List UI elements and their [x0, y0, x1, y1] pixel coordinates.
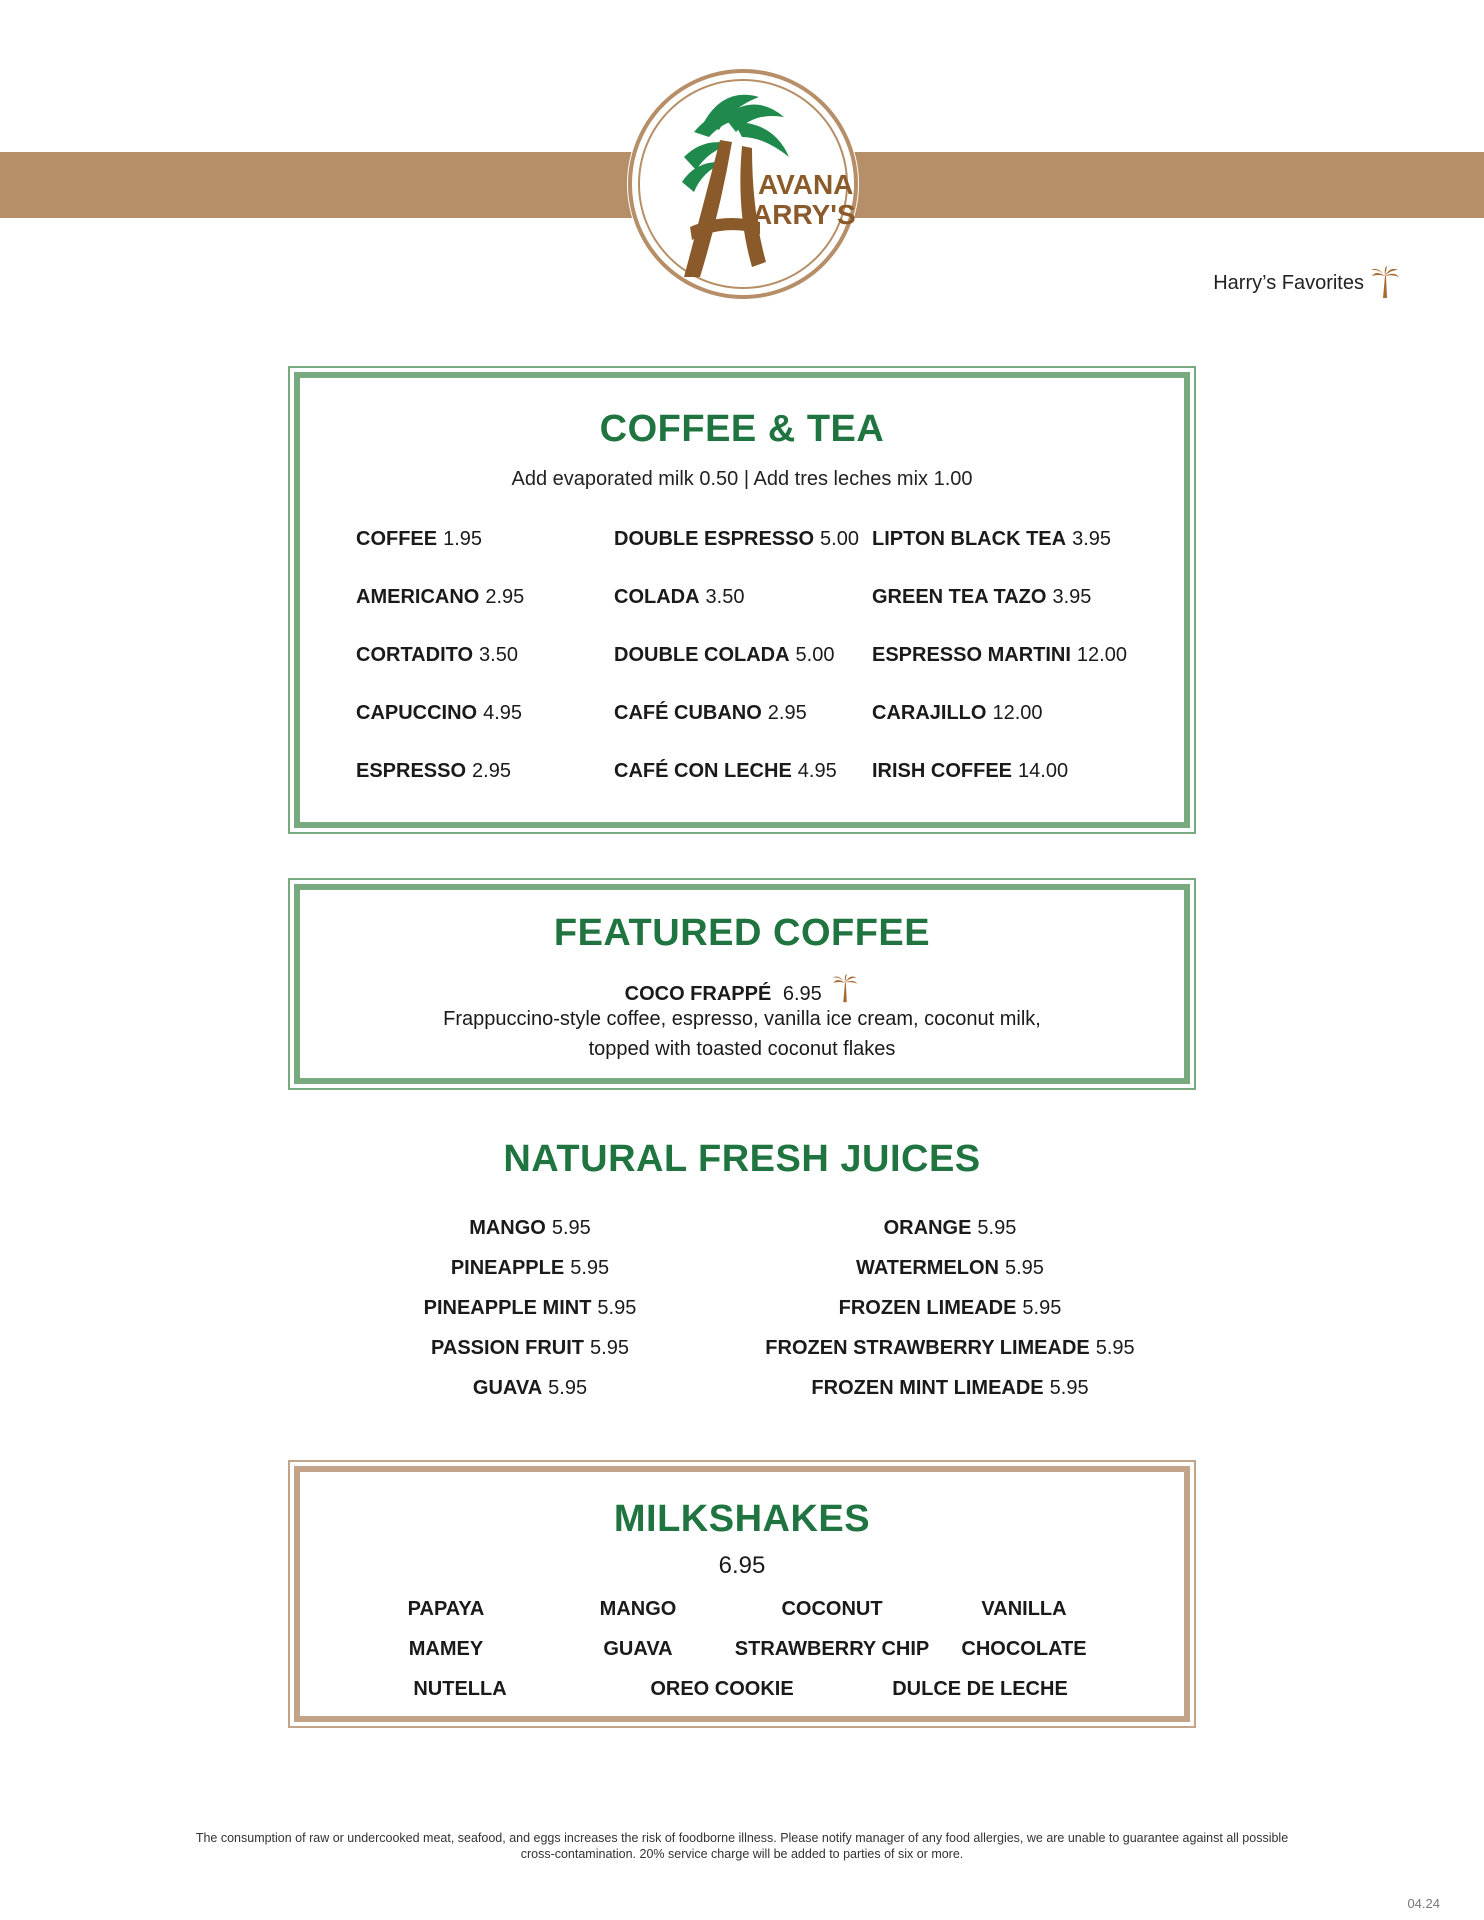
logo-text-line1: AVANA: [758, 169, 854, 200]
milkshake-flavor: PAPAYA: [407, 1598, 485, 1620]
menu-item: COFFEE 1.95: [356, 528, 483, 550]
coffee-items-grid: [356, 528, 1156, 782]
menu-item: LIPTON BLACK TEA 3.95: [872, 528, 1112, 550]
featured-item: [300, 974, 1184, 1006]
disclaimer-line2: cross-contamination. 20% service charge will be added to parties of six or more.: [520, 1847, 964, 1861]
harrys-favorites-legend: [1213, 266, 1400, 300]
logo-text-line2: ARRY'S: [752, 199, 856, 230]
juice-item: FROZEN MINT LIMEADE 5.95: [811, 1377, 1089, 1399]
menu-item: IRISH COFFEE 14.00: [872, 760, 1069, 782]
juice-item: FROZEN LIMEADE 5.95: [838, 1297, 1062, 1319]
juice-item: PINEAPPLE MINT 5.95: [423, 1297, 637, 1319]
milkshake-flavor: STRAWBERRY CHIP: [734, 1638, 930, 1660]
milkshake-flavor: GUAVA: [603, 1638, 673, 1660]
food-safety-disclaimer: [140, 1830, 1344, 1862]
milkshake-flavor: MAMEY: [408, 1638, 484, 1660]
menu-item: DOUBLE ESPRESSO 5.00: [614, 528, 859, 550]
milkshake-flavor: MANGO: [599, 1598, 677, 1620]
menu-item: ESPRESSO 2.95: [356, 760, 511, 782]
milkshake-flavor: DULCE DE LECHE: [892, 1678, 1068, 1700]
milkshake-flavor: COCONUT: [781, 1598, 883, 1620]
menu-version-code: 04.24: [1407, 1896, 1440, 1911]
palm-tree-icon: [1370, 266, 1400, 300]
featured-item-price: 6.95: [782, 983, 822, 1005]
juice-item: ORANGE 5.95: [883, 1217, 1017, 1239]
milkshake-flavor: VANILLA: [981, 1598, 1067, 1620]
havana-harrys-logo: [624, 62, 862, 306]
disclaimer-line1: The consumption of raw or undercooked meat, seafood, and eggs increases the risk of foodborne illness. Please notify manager of any food allergies, we are unable to guarantee against all possible: [195, 1831, 1289, 1845]
featured-desc-line2: topped with toasted coconut flakes: [588, 1038, 896, 1060]
menu-item: CORTADITO 3.50: [356, 644, 518, 666]
menu-item: CAFÉ CON LECHE 4.95: [614, 760, 837, 782]
juices-title: NATURAL FRESH JUICES: [503, 1138, 981, 1180]
juices-right-column: [740, 1208, 1160, 1408]
featured-coffee-section: [288, 878, 1196, 1090]
menu-item: GREEN TEA TAZO 3.95: [872, 586, 1092, 608]
coffee-addons: Add evaporated milk 0.50 | Add tres leches mix 1.00: [511, 468, 973, 490]
menu-item: CARAJILLO 12.00: [872, 702, 1043, 724]
juice-item: GUAVA 5.95: [472, 1377, 588, 1399]
milkshakes-title: MILKSHAKES: [613, 1498, 871, 1540]
palm-tree-icon: [831, 974, 859, 1004]
juice-item: PASSION FRUIT 5.95: [431, 1337, 629, 1359]
juices-left-column: [380, 1208, 680, 1408]
milkshake-flavor: OREO COOKIE: [650, 1678, 794, 1700]
coffee-tea-title: COFFEE & TEA: [599, 408, 885, 450]
favorites-label: Harry’s Favorites: [1213, 271, 1364, 294]
milkshakes-section: [288, 1460, 1196, 1728]
juice-item: WATERMELON 5.95: [856, 1257, 1044, 1279]
featured-item-name: COCO FRAPPÉ: [624, 983, 772, 1005]
featured-desc-line1: Frappuccino-style coffee, espresso, vanilla ice cream, coconut milk,: [443, 1008, 1041, 1030]
menu-item: DOUBLE COLADA 5.00: [614, 644, 835, 666]
menu-item: COLADA 3.50: [614, 586, 745, 608]
coffee-tea-section: [288, 366, 1196, 834]
menu-item: CAFÉ CUBANO 2.95: [614, 702, 807, 724]
menu-item: ESPRESSO MARTINI 12.00: [872, 644, 1127, 666]
milkshake-flavor: CHOCOLATE: [961, 1638, 1087, 1660]
juice-item: FROZEN STRAWBERRY LIMEADE 5.95: [765, 1337, 1135, 1359]
juice-item: PINEAPPLE 5.95: [450, 1257, 610, 1279]
milkshake-flavor: NUTELLA: [413, 1678, 507, 1700]
featured-description: [300, 1004, 1184, 1064]
menu-item: CAPUCCINO 4.95: [356, 702, 523, 724]
featured-title: FEATURED COFFEE: [553, 912, 931, 954]
milkshakes-price: 6.95: [718, 1552, 766, 1579]
juice-item: MANGO 5.95: [469, 1217, 591, 1239]
menu-item: AMERICANO 2.95: [356, 586, 525, 608]
